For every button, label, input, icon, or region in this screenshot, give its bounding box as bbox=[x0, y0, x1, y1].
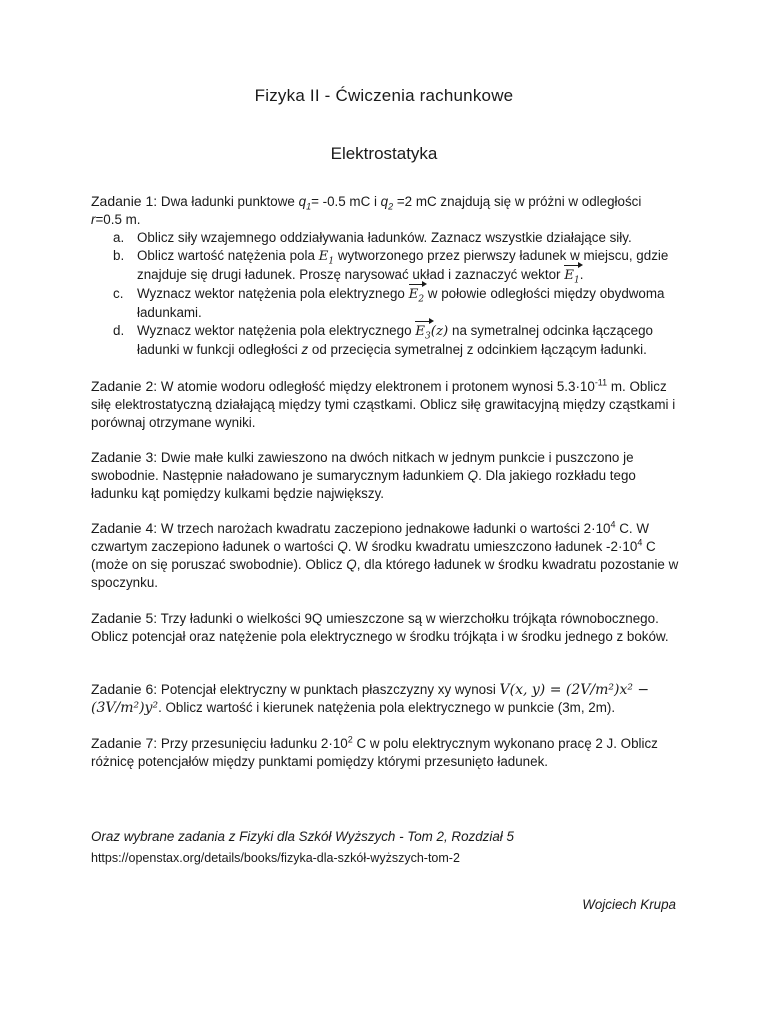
task-5 bbox=[91, 609, 681, 646]
list-item-text: Oblicz siły wzajemnego oddziaływania ładunków. Zaznacz wszystkie działające siły. bbox=[137, 230, 632, 245]
exponent: 4 bbox=[637, 537, 643, 548]
symbol-subscript: 2 bbox=[388, 201, 394, 212]
list-item bbox=[91, 247, 681, 285]
task-text: . Dla jakiego rozkładu tego ładunku kąt pomiędzy kulkami będzie największy. bbox=[91, 468, 636, 501]
task-text: Potencjał elektryczny w punktach płaszczyzny xy wynosi bbox=[157, 682, 500, 697]
symbol-subscript: 3 bbox=[425, 331, 431, 342]
task-2 bbox=[91, 377, 681, 432]
task-text: m. Oblicz siłę elektrostatyczną działającą między tymi cząstkami. Oblicz siłę grawitacyjną między cząstkami i porównaj otrzymane wyniki. bbox=[91, 379, 676, 430]
task-7 bbox=[91, 734, 681, 771]
task-text: C w polu elektrycznym wykonano pracę 2 J. Oblicz różnicę potencjałów między punktami pomiędzy którymi przesunięto ładunek. bbox=[91, 736, 658, 769]
task-text: =2 mC znajdują się w próżni w odległości bbox=[393, 194, 642, 209]
task-text: , dla którego ładunek w środku kwadratu pozostanie w spoczynku. bbox=[91, 557, 679, 590]
task-text: . W środku kwadratu umieszczono ładunek -2·10 bbox=[347, 539, 638, 554]
page-title: Fizyka II - Ćwiczenia rachunkowe bbox=[254, 86, 514, 105]
task-text: . Oblicz wartość i kierunek natężenia pola elektrycznego w punkcie (3m, 2m). bbox=[158, 700, 616, 715]
task-1-subtasks bbox=[91, 229, 681, 359]
task-label: Zadanie 2: bbox=[91, 378, 158, 394]
task-text: Trzy ładunki o wielkości 9Q umieszczone są w wierzchołku trójkąta równobocznego. Oblicz potencjał oraz natężenie pola elektrycznego w środku trójkąta i w środku jednego z boków. bbox=[91, 611, 669, 644]
reference-text: Oraz wybrane zadania z Fizyki dla Szkół Wyższych - Tom 2, Rozdział 5 bbox=[91, 829, 514, 844]
vector-e3 bbox=[415, 323, 431, 341]
symbol-q2: q bbox=[380, 194, 389, 209]
potential-formula: V(x, y) = (2V/m²)x² − (3V/m²)y² bbox=[91, 682, 650, 716]
list-item bbox=[91, 285, 681, 322]
task-label: Zadanie 6: bbox=[91, 681, 158, 697]
task-label: Zadanie 7: bbox=[91, 735, 158, 751]
task-text: C. W czwartym zaczepiono ładunek o wartości bbox=[91, 521, 649, 554]
task-text: W trzech narożach kwadratu zaczepiono jednakowe ładunki o wartości 2·10 bbox=[157, 521, 611, 536]
list-item-text: Wyznacz wektor natężenia pola elektryznego bbox=[137, 286, 409, 301]
symbol-subscript: 1 bbox=[306, 201, 312, 212]
task-1 bbox=[91, 192, 681, 359]
symbol-z: z bbox=[301, 342, 309, 357]
list-item-text: . bbox=[579, 267, 584, 282]
list-marker: b. bbox=[113, 248, 125, 263]
author-name: Wojciech Krupa bbox=[582, 897, 676, 912]
symbol-q: Q bbox=[337, 539, 348, 554]
task-3 bbox=[91, 448, 681, 503]
list-item bbox=[91, 322, 681, 359]
symbol-e1: E bbox=[318, 249, 329, 264]
vector-e2 bbox=[409, 286, 425, 304]
task-6 bbox=[91, 680, 681, 717]
list-item-text: od przecięcia symetralnej z odcinkiem łączącym ładunki. bbox=[308, 342, 647, 357]
task-text: C (może on się poruszać swobodnie). Oblicz bbox=[91, 539, 656, 572]
list-item bbox=[91, 229, 681, 247]
list-marker: d. bbox=[113, 323, 125, 338]
exponent: -11 bbox=[594, 377, 608, 388]
task-text: Dwie małe kulki zawieszono na dwóch nitkach w jednym punkcie i puszczono je swobodnie. Następnie naładowano je sumarycznym ładunkiem bbox=[91, 450, 634, 483]
list-item-text: na symetralnej odcinka łączącego ładunki w funkcji odległości bbox=[137, 323, 653, 357]
list-marker: a. bbox=[113, 230, 125, 245]
task-4 bbox=[91, 519, 681, 592]
symbol-r: r bbox=[91, 212, 96, 227]
list-marker: c. bbox=[113, 286, 124, 301]
symbol-q: Q bbox=[467, 468, 479, 483]
task-label: Zadanie 5: bbox=[91, 610, 158, 626]
exponent: 4 bbox=[610, 519, 616, 530]
symbol-e: E bbox=[564, 268, 575, 283]
reference-link[interactable]: https://openstax.org/details/books/fizyka-dla-szkół-wyższych-tom-2 bbox=[91, 851, 460, 865]
symbol-e: E bbox=[415, 324, 426, 339]
task-label: Zadanie 3: bbox=[91, 449, 158, 465]
page-subtitle: Elektrostatyka bbox=[330, 144, 438, 163]
symbol-q1: q bbox=[298, 194, 307, 209]
symbol-argument: (z) bbox=[430, 324, 449, 339]
list-item-text: Oblicz wartość natężenia pola bbox=[137, 248, 319, 263]
list-item-text: w połowie odległości między obydwoma ładunkami. bbox=[137, 286, 665, 320]
task-label: Zadanie 4: bbox=[91, 520, 158, 536]
symbol-subscript: 1 bbox=[328, 256, 335, 267]
task-text: =0.5 m. bbox=[95, 212, 141, 227]
symbol-subscript: 1 bbox=[574, 275, 580, 286]
task-text: Dwa ładunki punktowe bbox=[157, 194, 299, 209]
task-text: Przy przesunięciu ładunku 2·10 bbox=[157, 736, 348, 751]
exponent: 2 bbox=[347, 734, 353, 745]
task-text: = -0.5 mC i bbox=[311, 194, 381, 209]
task-text: W atomie wodoru odległość między elektronem i protonem wynosi 5.3·10 bbox=[157, 379, 595, 394]
list-item-text: Wyznacz wektor natężenia pola elektrycznego bbox=[137, 323, 416, 338]
symbol-subscript: 2 bbox=[418, 294, 425, 305]
symbol-e: E bbox=[408, 287, 419, 302]
list-item-text: wytworzonego przez pierwszy ładunek w miejscu, gdzie znajduje się drugi ładunek. Proszę narysować układ i zaznaczyć wektor bbox=[137, 248, 669, 282]
task-1-intro bbox=[91, 192, 681, 229]
symbol-q: Q bbox=[346, 557, 357, 572]
vector-e1 bbox=[564, 267, 580, 285]
task-label: Zadanie 1: bbox=[91, 193, 158, 209]
